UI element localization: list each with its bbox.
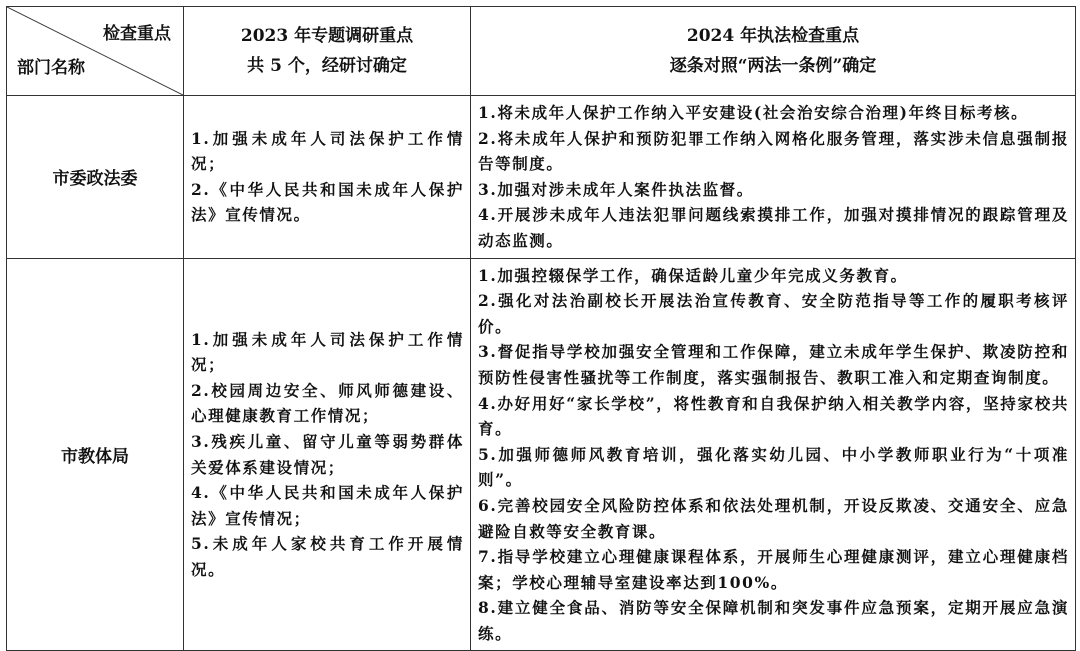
list-item: 1.加强未成年人司法保护工作情况； — [191, 128, 464, 174]
list-item: 2.校园周边安全、师风师德建设、心理健康教育工作情况； — [191, 380, 464, 426]
header-2023 — [184, 7, 471, 96]
corner-header-cell — [7, 7, 184, 96]
list-item: 1.将未成年人保护工作纳入平安建设(社会治安综合治理)年终目标考核。 — [478, 103, 1029, 122]
corner-top-label: 检查重点 — [103, 24, 171, 44]
header-row — [7, 7, 1076, 96]
focus-2023-cell — [184, 258, 471, 651]
list-item: 2.强化对法治副校长开展法治宣传教育、安全防范指导等工作的履职考核评价。 — [478, 291, 1069, 336]
list-item: 3.加强对涉未成年人案件执法监督。 — [478, 179, 754, 199]
header-2023-line1: 2023 年专题调研重点 — [240, 26, 414, 46]
list-item: 4.《中华人民共和国未成年人保护法》宣传情况； — [191, 483, 464, 528]
corner-bottom-label: 部门名称 — [17, 58, 85, 78]
header-2024-line1: 2024 年执法检查重点 — [686, 26, 860, 46]
list-item: 1.加强未成年人司法保护工作情况； — [191, 329, 464, 375]
header-2023-line2: 共 5 个，经研讨确定 — [247, 56, 407, 76]
header-2024 — [471, 7, 1076, 96]
list-item: 1.加强控辍保学工作，确保适龄儿童少年完成义务教育。 — [478, 265, 908, 285]
department-name: 市教体局 — [7, 258, 184, 651]
table-row — [7, 96, 1076, 259]
focus-2024-cell — [471, 96, 1076, 259]
inspection-focus-table — [6, 6, 1076, 651]
table-row — [7, 258, 1076, 651]
list-item: 6.完善校园安全风险防控体系和依法处理机制，开设反欺凌、交通安全、应急避险自救等安全教育课。 — [478, 495, 1069, 541]
header-2024-line2: 逐条对照“两法一条例”确定 — [669, 56, 877, 76]
list-item: 4.开展涉未成年人违法犯罪问题线索摸排工作，加强对摸排情况的跟踪管理及动态监测。 — [478, 205, 1069, 250]
list-item: 5.未成年人家校共育工作开展情况。 — [191, 534, 464, 579]
list-item: 3.残疾儿童、留守儿童等弱势群体关爱体系建设情况； — [191, 431, 464, 477]
list-item: 3.督促指导学校加强安全管理和工作保障，建立未成年学生保护、欺凌防控和预防性侵害性骚扰等工作制度，落实强制报告、教职工准入和定期查询制度。 — [478, 342, 1069, 387]
list-item: 2.将未成年人保护和预防犯罪工作纳入网格化服务管理，落实涉未信息强制报告等制度。 — [478, 128, 1069, 174]
list-item: 5.加强师德师风教育培训，强化落实幼儿园、中小学教师职业行为“十项准则”。 — [478, 444, 1069, 490]
list-item: 7.指导学校建立心理健康课程体系，开展师生心理健康测评，建立心理健康档案；学校心理辅导室建设率达到100%。 — [478, 547, 1069, 592]
focus-2023-cell — [184, 96, 471, 259]
list-item: 8.建立健全食品、消防等安全保障机制和突发事件应急预案，定期开展应急演练。 — [478, 598, 1069, 643]
list-item: 2.《中华人民共和国未成年人保护法》宣传情况。 — [191, 179, 464, 225]
focus-2024-cell — [471, 258, 1076, 651]
list-item: 4.办好用好“家长学校”，将性教育和自我保护纳入相关教学内容，坚持家校共育。 — [478, 393, 1069, 439]
department-name: 市委政法委 — [7, 96, 184, 259]
